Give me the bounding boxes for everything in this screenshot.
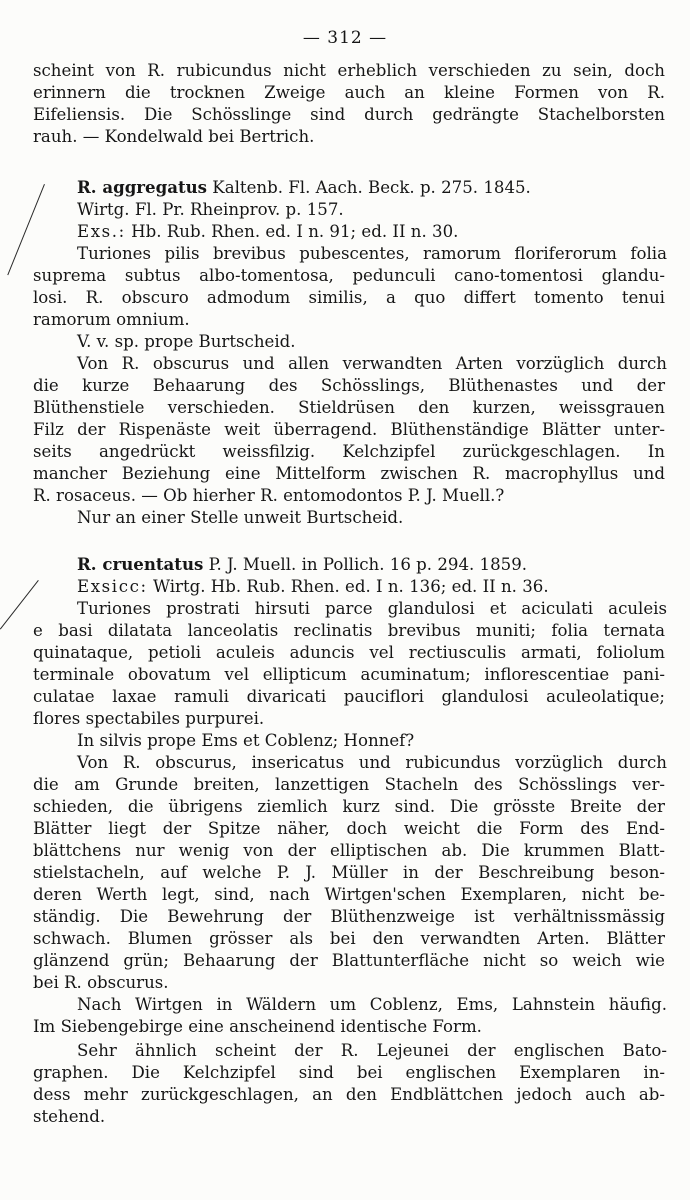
locality-line: In silvis prope Ems et Coblenz; Honnef?	[77, 731, 415, 750]
text-line: Blätter liegt der Spitze näher, doch weicht die Form des End-	[33, 819, 665, 838]
text-line: Turiones prostrati hirsuti parce glandulosi et aciculati aculeis	[77, 599, 667, 618]
text-line: Von R. obscurus, insericatus und rubicundus vorzüglich durch	[77, 753, 667, 772]
text-line: deren Werth legt, sind, nach Wirtgen'schen Exemplaren, nicht be-	[33, 885, 665, 904]
exsiccata-label: Exs.:	[77, 222, 126, 241]
text-line: dess mehr zurückgeschlagen, an den Endblättchen jedoch auch ab-	[33, 1085, 665, 1104]
text-line: die am Grunde breiten, lanzettigen Stacheln des Schösslings ver-	[33, 775, 665, 794]
text-line: Nach Wirtgen in Wäldern um Coblenz, Ems, Lahnstein häufig.	[77, 995, 667, 1014]
exsiccata-line	[77, 576, 667, 598]
text-line: e basi dilatata lanceolatis reclinatis brevibus muniti; folia ternata	[33, 621, 665, 640]
text-line: seits angedrückt weissfilzig. Kelchzipfel zurückgeschlagen. In	[33, 442, 665, 461]
text-line: Eifeliensis. Die Schösslinge sind durch gedrängte Stachelborsten	[33, 105, 665, 124]
text-line: graphen. Die Kelchzipfel sind bei englischen Exemplaren in-	[33, 1063, 665, 1082]
text-line: glänzend grün; Behaarung der Blattunterfläche nicht so weich wie	[33, 951, 665, 970]
species-citation: P. J. Muell. in Pollich. 16 p. 294. 1859.	[203, 555, 528, 574]
text-line: stehend.	[33, 1107, 106, 1126]
text-line: ramorum omnium.	[33, 310, 190, 329]
text-line: schwach. Blumen grösser als bei den verwandten Arten. Blätter	[33, 929, 665, 948]
text-line: erinnern die trocknen Zweige auch an kleine Formen von R.	[33, 83, 665, 102]
text-line: die kurze Behaarung des Schösslings, Blüthenastes und der	[33, 376, 665, 395]
species-heading-cruentatus	[77, 553, 667, 576]
text-line: Blüthenstiele verschieden. Stieldrüsen den kurzen, weissgrauen	[33, 398, 665, 417]
species-citation: Kaltenb. Fl. Aach. Beck. p. 275. 1845.	[207, 178, 531, 197]
species-name: R. cruentatus	[77, 554, 204, 574]
text-line: scheint von R. rubicundus nicht erheblich verschieden zu sein, doch	[33, 61, 665, 80]
text-line: Im Siebengebirge eine anscheinend identische Form.	[33, 1017, 482, 1036]
text-line: schieden, die übrigens ziemlich kurz sind. Die grösste Breite der	[33, 797, 665, 816]
text-line: mancher Beziehung eine Mittelform zwischen R. macrophyllus und	[33, 464, 665, 483]
exsiccata-line	[77, 221, 667, 243]
text-line: culatae laxae ramuli divaricati pauciflori glandulosi aculeolatique;	[33, 687, 665, 706]
text-line: Turiones pilis brevibus pubescentes, ramorum floriferorum folia	[77, 244, 667, 263]
text-line: R. rosaceus. — Ob hierher R. entomodontos P. J. Muell.?	[33, 486, 505, 505]
locality-line: V. v. sp. prope Burtscheid.	[77, 332, 296, 351]
text-line: Sehr ähnlich scheint der R. Lejeunei der englischen Bato-	[77, 1041, 667, 1060]
text-line: Filz der Rispenäste weit überragend. Blüthenständige Blätter unter-	[33, 420, 665, 439]
text-line: terminale obovatum vel ellipticum acuminatum; inflorescentiae pani-	[33, 665, 665, 684]
text-line: ständig. Die Bewehrung der Blüthenzweige ist verhältnissmässig	[33, 907, 665, 926]
species-heading-aggregatus	[77, 176, 667, 199]
text-line: rauh. — Kondelwald bei Bertrich.	[33, 127, 315, 146]
species-name: R. aggregatus	[77, 177, 208, 197]
exsiccata-text: Wirtg. Hb. Rub. Rhen. ed. I n. 136; ed. II n. 36.	[147, 577, 549, 596]
text-line: bei R. obscurus.	[33, 973, 169, 992]
text-line: quinataque, petioli aculeis aduncis vel rectiusculis armati, foliolum	[33, 643, 665, 662]
page-number: — 312 —	[302, 28, 388, 48]
exsiccata-text: Hb. Rub. Rhen. ed. I n. 91; ed. II n. 30.	[125, 222, 459, 241]
text-line: Von R. obscurus und allen verwandten Arten vorzüglich durch	[77, 354, 667, 373]
text-line: stielstacheln, auf welche P. J. Müller in der Beschreibung beson-	[33, 863, 665, 882]
text-line: blättchens nur wenig von der elliptischen ab. Die krummen Blatt-	[33, 841, 665, 860]
text-line: suprema subtus albo-tomentosa, pedunculi cano-tomentosi glandu-	[33, 266, 665, 285]
text-line: flores spectabiles purpurei.	[33, 709, 265, 728]
exsiccata-label: Exsicc:	[77, 577, 148, 596]
species-citation: Wirtg. Fl. Pr. Rheinprov. p. 157.	[77, 200, 344, 219]
pencil-margin-mark	[7, 184, 45, 275]
locality-note: Nur an einer Stelle unweit Burtscheid.	[77, 508, 404, 527]
text-line: losi. R. obscuro admodum similis, a quo differt tomento tenui	[33, 288, 665, 307]
